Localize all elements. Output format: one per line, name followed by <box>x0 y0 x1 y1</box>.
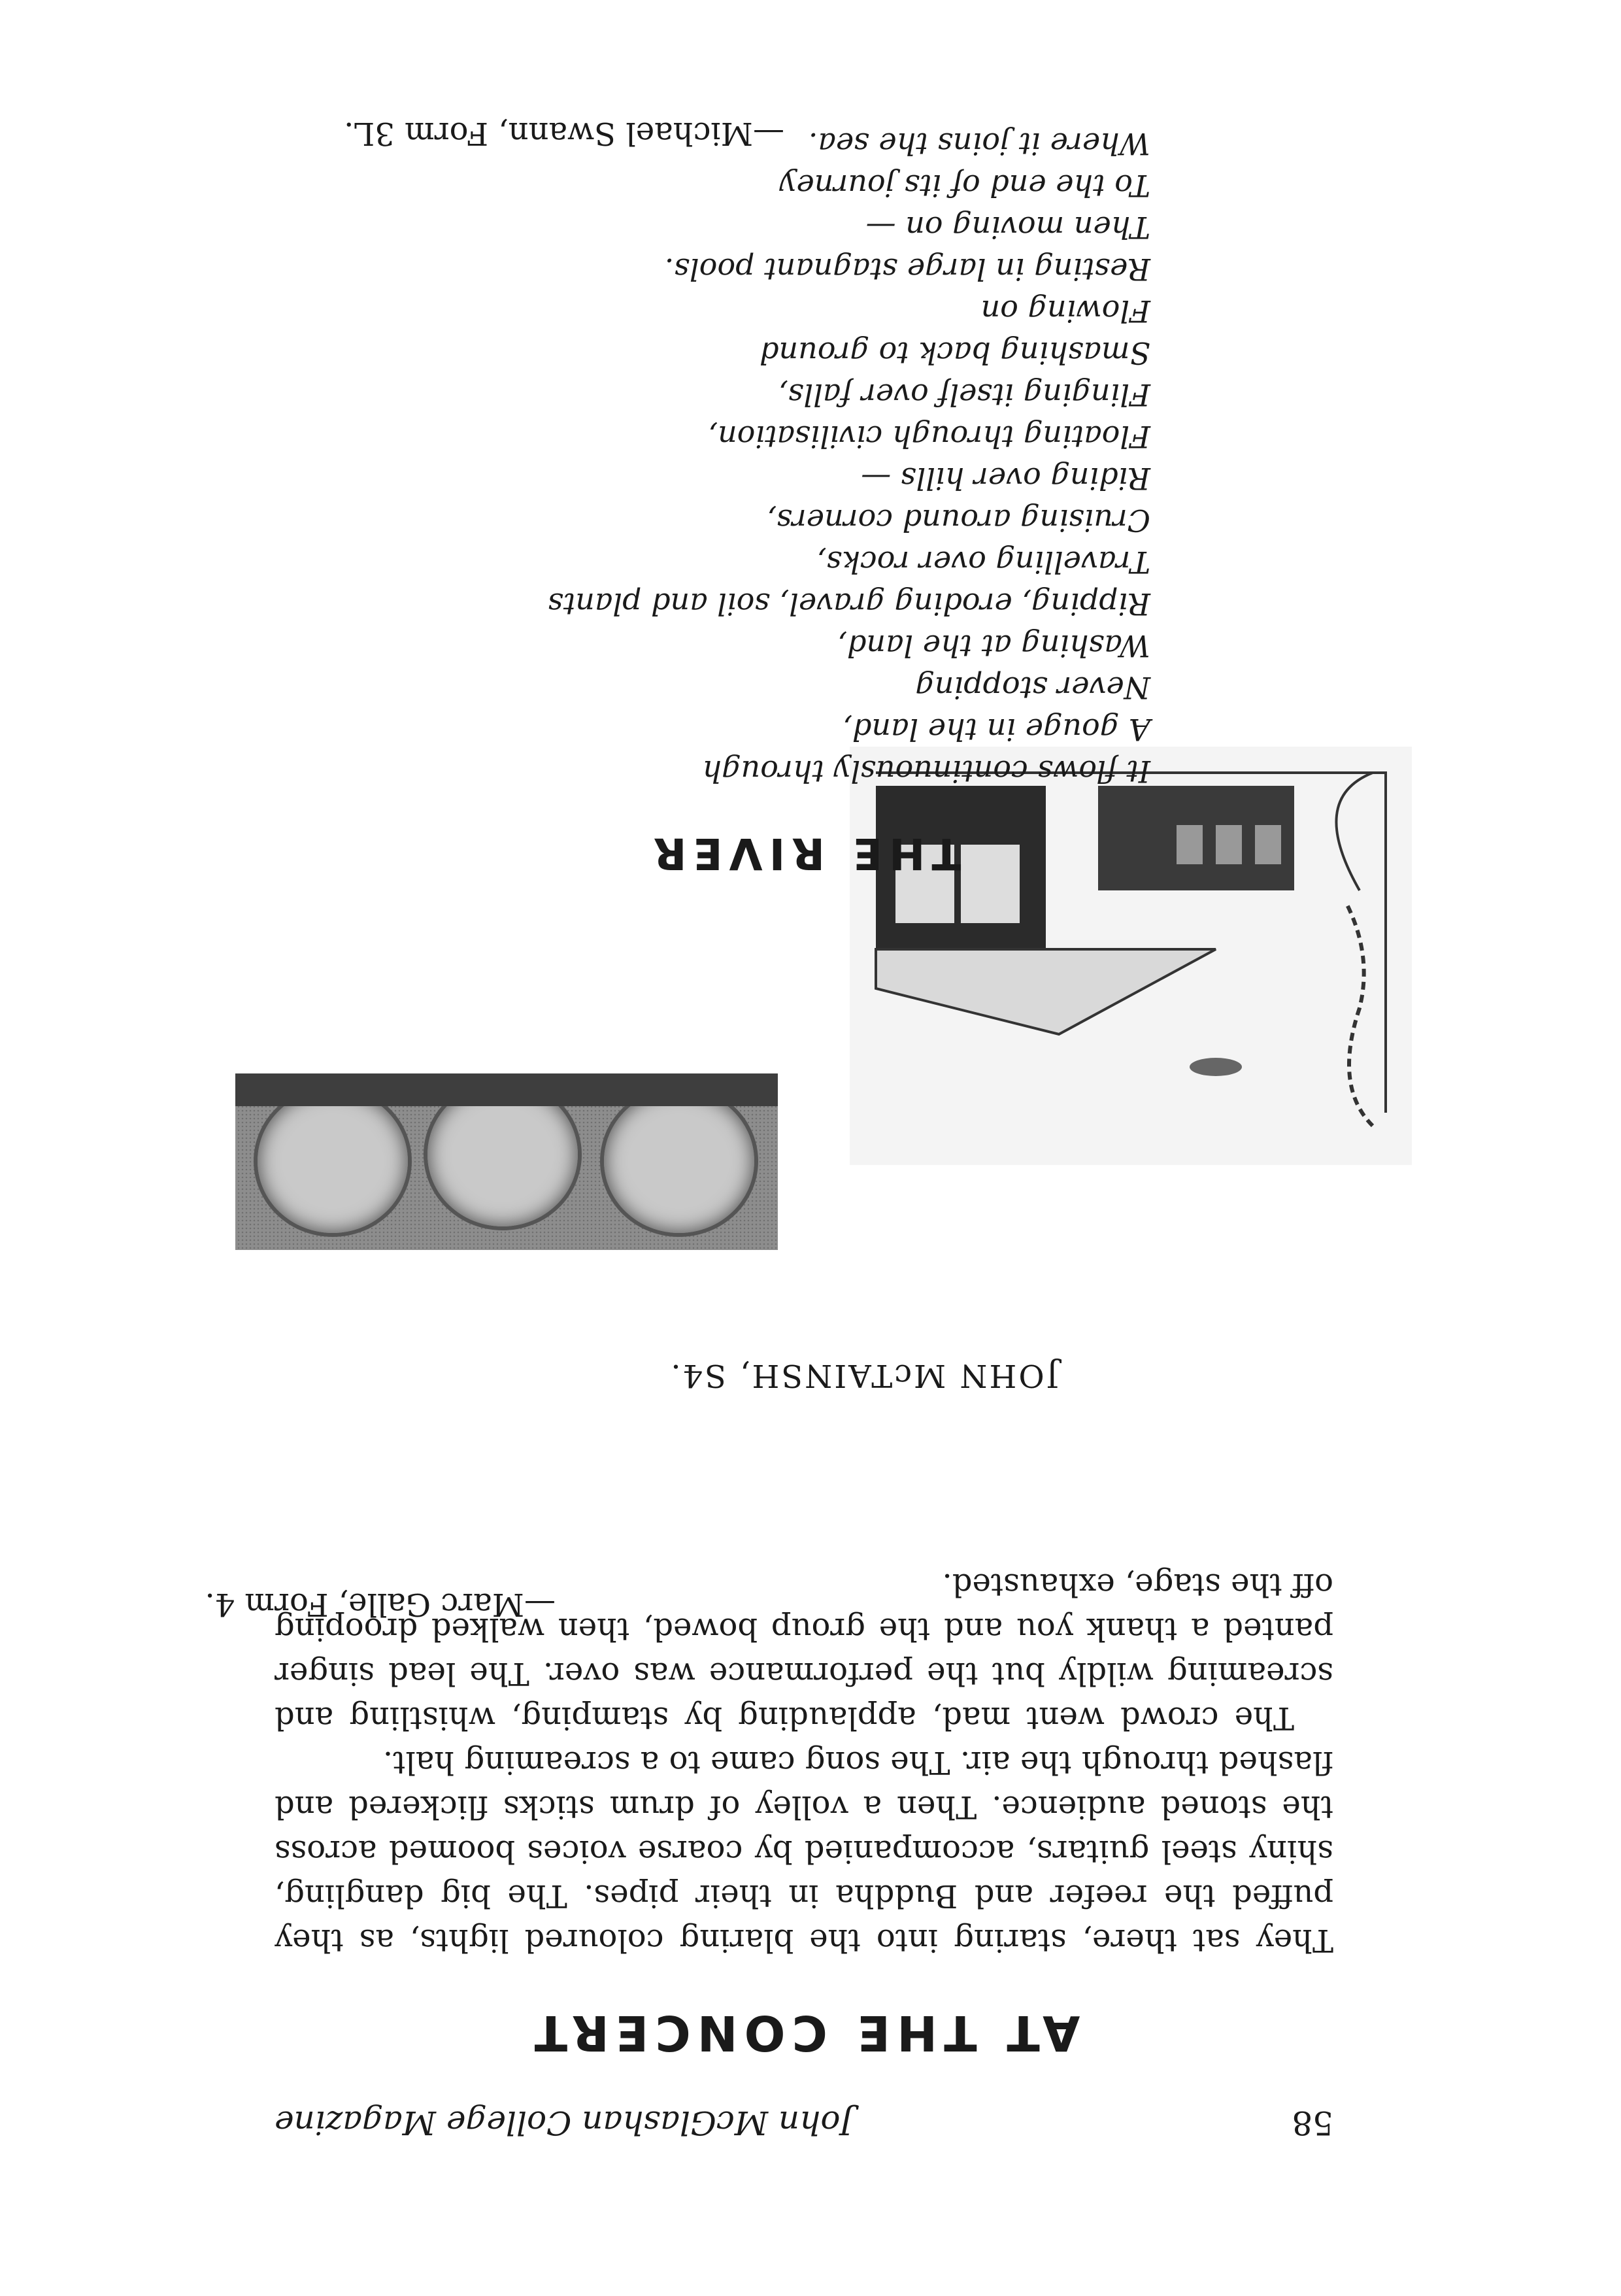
poem-line: Then moving on — <box>865 210 1150 245</box>
page-header <box>275 2089 1333 2142</box>
poem-line: Floating through civilisation, <box>708 419 1150 454</box>
poem-line: A gouge in the land, <box>843 712 1150 747</box>
poem-line: Cruising around corners, <box>767 503 1150 538</box>
drawing-illustration <box>850 747 1412 1165</box>
poem-line: Resting in large stagnant pools. <box>664 252 1150 287</box>
running-head: John McGlashan College Magazine <box>275 2104 854 2142</box>
poem-line: Smashing back to ground <box>760 335 1150 371</box>
poem-line: Flinging itself over falls, <box>778 377 1150 413</box>
photo-shadow-band <box>235 1073 778 1106</box>
photo-face <box>600 1085 758 1237</box>
poem-line: Flowing on <box>980 294 1150 329</box>
river-title: THE RIVER <box>646 828 961 879</box>
poem-line: Never stopping <box>915 670 1150 705</box>
poem-line: It flows continuously through <box>702 754 1150 789</box>
river-poem <box>431 123 1150 792</box>
page-number: 58 <box>1292 2104 1333 2142</box>
band-photo <box>235 1073 778 1250</box>
concert-paragraph: They sat there, staring into the blaring coloured lights, as they puffed the reefer and Buddha in their pipes. The big dangling, shiny steel guitars, accompanied by coarse voices boomed across the stoned audience. Then a volley of drum sticks flickered and flashed through the air. The song came to a screaming halt. <box>275 1744 1333 1959</box>
poem-line: Where it joins the sea. <box>808 126 1150 161</box>
photo-face <box>254 1085 412 1237</box>
poem-line: Ripping, eroding gravel, soil and plants <box>548 586 1150 622</box>
poem-line: To the end of its journey <box>779 168 1150 203</box>
poem-line: Washing at the land, <box>837 628 1150 664</box>
concert-paragraph: The crowd went mad, applauding by stamping, whistling and screaming wildly but the performance was over. The lead singer panted a thank you and the group bowed, then walked drooping off the stage, exhausted. <box>275 1566 1333 1736</box>
artwork-caption: JOHN McTAINSH, S4. <box>669 1357 1059 1394</box>
concert-title: AT THE CONCERT <box>527 2004 1080 2061</box>
poem-line: Riding over hills — <box>861 461 1150 496</box>
river-signature: —Michael Swann, Form 3L. <box>344 115 784 152</box>
student-drawing <box>850 747 1412 1165</box>
poem-line: Travelling over rocks, <box>816 545 1150 580</box>
concert-signature: —Marc Galle, Form 4. <box>205 1586 556 1623</box>
